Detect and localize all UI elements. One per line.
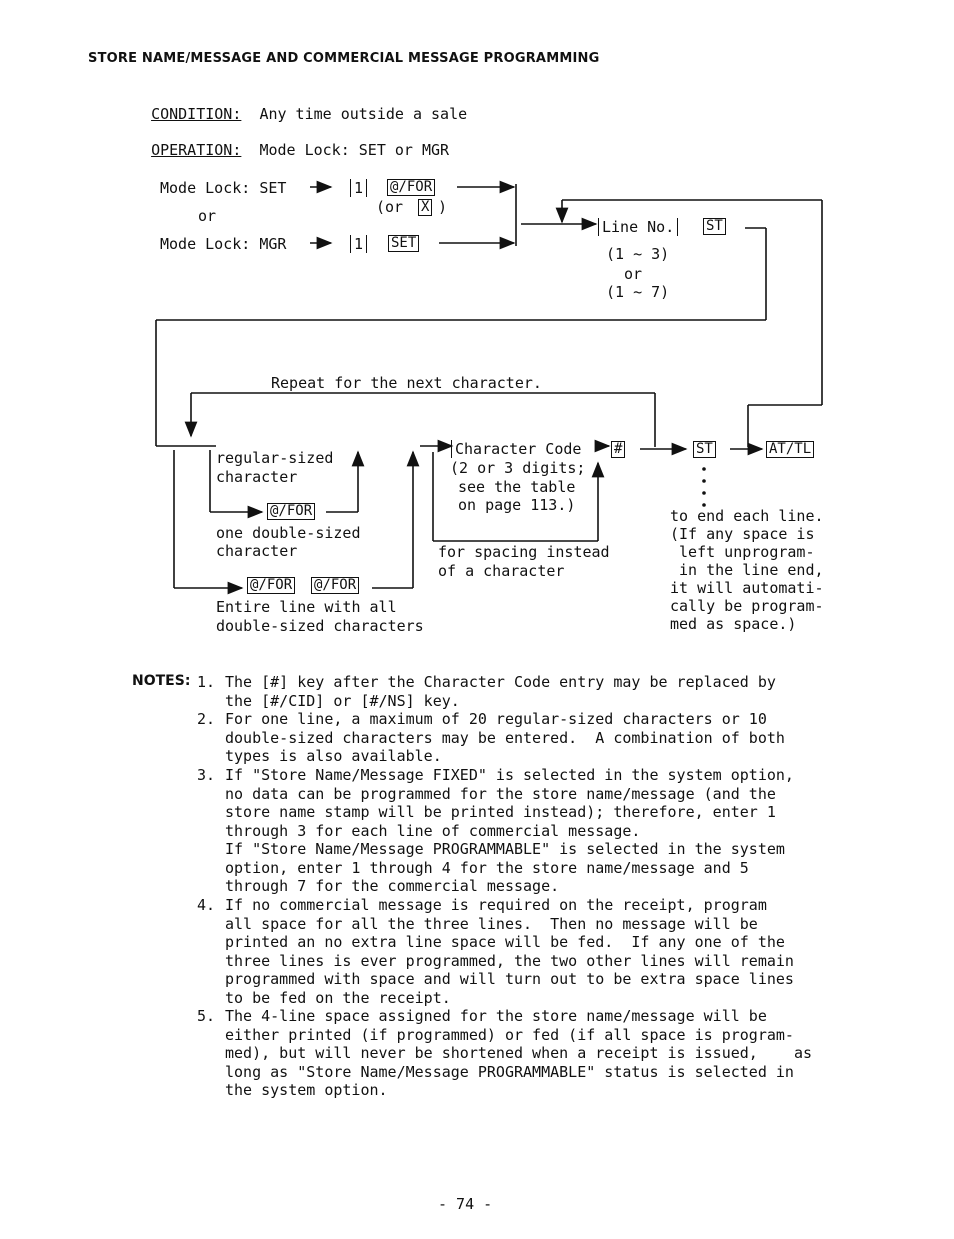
note-line: long as "Store Name/Message PROGRAMMABLE" status is selected in	[225, 1062, 794, 1081]
key-1-mgr: 1	[350, 235, 367, 253]
note-line: programmed with space and will turn out to be extra space lines	[225, 970, 794, 988]
key-set: SET	[388, 235, 419, 252]
key-for-double-1: @/FOR	[247, 577, 295, 594]
note-number: 2.	[197, 710, 216, 728]
note-line: types is also available.	[225, 747, 442, 765]
note-number: 5.	[197, 1007, 216, 1025]
key-1: 1	[350, 179, 367, 197]
or-x-close: )	[438, 198, 448, 216]
range-2: (1 ~ 7)	[606, 283, 670, 301]
note-line: If "Store Name/Message FIXED" is selected in the system option,	[225, 766, 794, 784]
note-line: The 4-line space assigned for the store name/message will be	[225, 1007, 767, 1025]
for-spacing-label: for spacing instead	[438, 543, 610, 561]
note-line: through 7 for the commercial message.	[225, 877, 560, 895]
key-st-2: ST	[693, 441, 716, 458]
note-line: either printed (if programmed) or fed (if all space is program-	[225, 1025, 794, 1044]
character-code: Character Code	[451, 440, 584, 458]
note-line: If "Store Name/Message PROGRAMMABLE" is selected in the system	[225, 840, 785, 858]
note-line: no data can be programmed for the store name/message (and the	[225, 784, 776, 803]
note-line: all space for all the three lines. Then no message will be	[225, 914, 758, 933]
double-chars-label: double-sized characters	[216, 617, 424, 635]
key-st: ST	[703, 218, 726, 235]
note-line: For one line, a maximum of 20 regular-sized characters or 10	[225, 710, 767, 728]
one-double-label: one double-sized	[216, 524, 361, 542]
repeat-label: Repeat for the next character.	[271, 374, 542, 392]
range-1: (1 ~ 3)	[606, 245, 670, 263]
note-line: double-sized characters may be entered. A combination of both	[225, 728, 785, 747]
note-line: option, enter 1 through 4 for the store name/message and 5	[225, 858, 749, 877]
key-hash: #	[611, 441, 625, 458]
end-line-6: cally be program-	[670, 597, 824, 615]
operation-label: OPERATION:	[151, 141, 242, 159]
or-label-2: or	[624, 265, 643, 283]
end-line-3: left unprogram-	[670, 543, 815, 561]
end-line-note	[670, 507, 824, 633]
notes-label: NOTES:	[132, 673, 191, 689]
end-line-2: (If any space is	[670, 525, 815, 543]
note-line: If no commercial message is required on the receipt, program	[225, 896, 767, 914]
condition-text: Any time outside a sale	[259, 105, 468, 123]
two-three-digits: (2 or 3 digits;	[450, 459, 586, 477]
page-title: STORE NAME/MESSAGE AND COMMERCIAL MESSAGE PROGRAMMING	[88, 51, 600, 66]
note-number: 3.	[197, 766, 216, 784]
note-line: three lines is ever programmed, the two other lines will remain	[225, 951, 794, 970]
on-page: on page 113.)	[458, 496, 576, 514]
key-x: X	[418, 199, 432, 216]
character-label-2: character	[216, 542, 298, 560]
regular-sized-label: regular-sized	[216, 449, 334, 467]
mode-lock-mgr: Mode Lock: MGR	[160, 235, 287, 253]
operation-text: Mode Lock: SET or MGR	[259, 141, 450, 159]
or-x-open: (or	[376, 198, 404, 216]
end-line-1: to end each line.	[670, 507, 824, 525]
note-line: med), but will never be shortened when a receipt is issued, as	[225, 1044, 812, 1062]
note-line: the [#/CID] or [#/NS] key.	[225, 691, 460, 710]
page-number: - 74 -	[438, 1195, 493, 1213]
key-attl: AT/TL	[766, 441, 814, 458]
line-no: Line No.	[598, 218, 678, 236]
note-line: The [#] key after the Character Code entry may be replaced by	[225, 673, 776, 691]
note-number: 4.	[197, 896, 216, 914]
or-label: or	[198, 207, 217, 225]
mode-lock-set: Mode Lock: SET	[160, 179, 287, 197]
end-line-7: med as space.)	[670, 615, 797, 633]
note-line: printed an no extra line space will be fed. If any one of the	[225, 933, 785, 951]
note-line: through 3 for each line of commercial message.	[225, 821, 641, 840]
entire-line-label: Entire line with all	[216, 598, 397, 616]
key-for: @/FOR	[387, 179, 435, 196]
end-line-4: in the line end,	[670, 561, 824, 579]
end-line-5: it will automati-	[670, 579, 824, 597]
note-line: the system option.	[225, 1081, 388, 1099]
note-line: store name stamp will be printed instead); therefore, enter 1	[225, 803, 776, 821]
note-line: to be fed on the receipt.	[225, 988, 451, 1007]
key-for-single: @/FOR	[267, 503, 315, 520]
character-label: character	[216, 468, 298, 486]
see-table: see the table	[458, 478, 576, 496]
condition-label: CONDITION:	[151, 105, 242, 123]
note-number: 1.	[197, 673, 216, 691]
of-char-label: of a character	[438, 562, 565, 580]
key-for-double-2: @/FOR	[311, 577, 359, 594]
